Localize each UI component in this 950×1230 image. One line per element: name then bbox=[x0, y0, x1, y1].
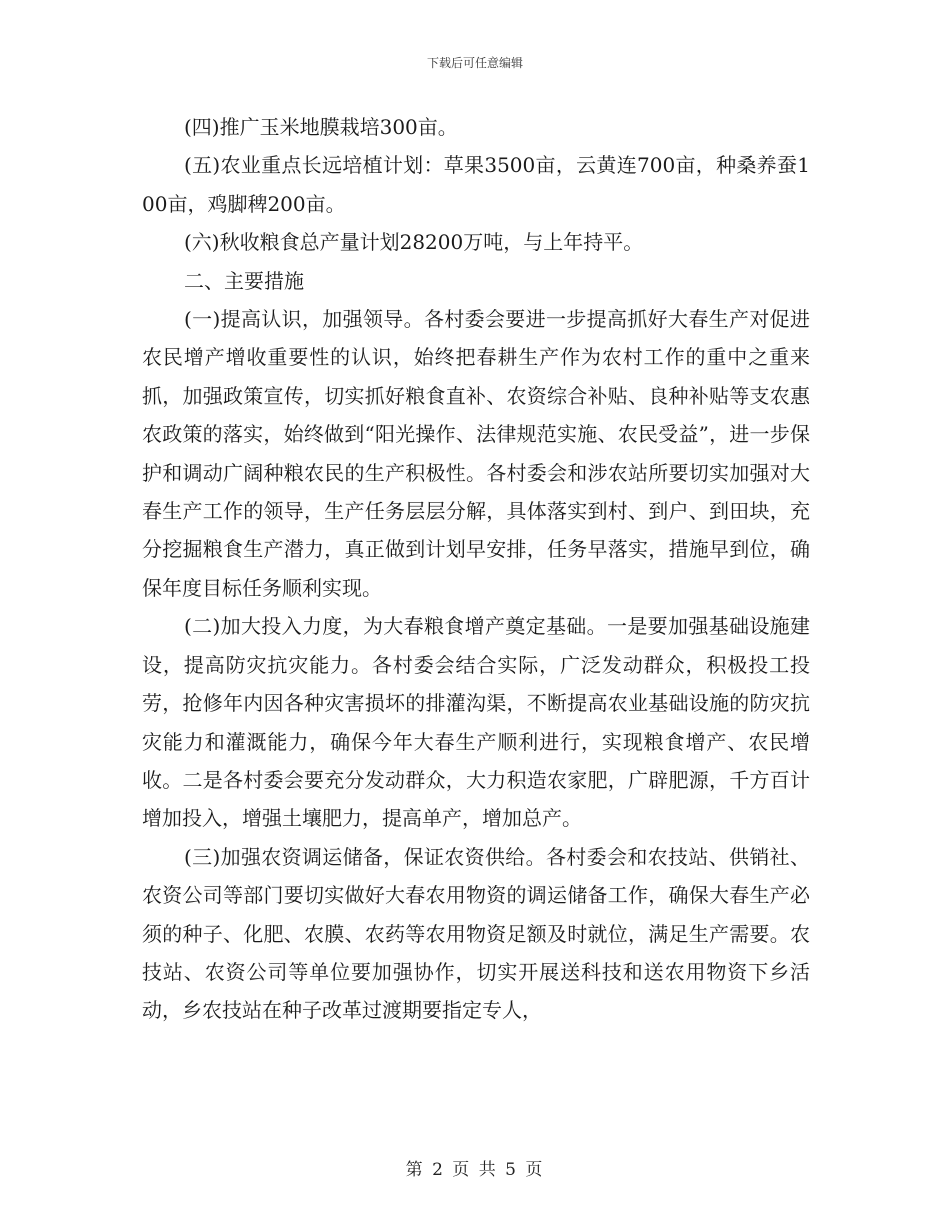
document-body bbox=[142, 108, 810, 1030]
paragraph-measure-1: (一)提高认识，加强领导。各村委会要进一步提高抓好大春生产对促进农民增产增收重要性的认识，始终把春耕生产作为农村工作的重中之重来抓，加强政策宣传，切实抓好粮食直补、农资综合补贴、良种补贴等支农惠农政策的落实，始终做到“阳光操作、法律规范实施、农民受益”，进一步保护和调动广阔种粮农民的生产积极性。各村委会和涉农站所要切实加强对大春生产工作的领导，生产任务层层分解，具体落实到村、到户、到田块，充分挖掘粮食生产潜力，真正做到计划早安排，任务早落实，措施早到位，确保年度目标任务顺利实现。 bbox=[142, 307, 810, 600]
page-number: 第 2 页 共 5 页 bbox=[405, 1160, 545, 1180]
paragraph-plan-4: (四)推广玉米地膜栽培300亩。 bbox=[184, 115, 458, 139]
page-header: 下载后可任意编辑 bbox=[426, 56, 523, 70]
paragraph-plan-6: (六)秋收粮食总产量计划28200万吨，与上年持平。 bbox=[184, 230, 644, 255]
section-heading-measures: 二、主要措施 bbox=[184, 268, 304, 293]
paragraph-measure-2: (二)加大投入力度，为大春粮食增产奠定基础。一是要加强基础设施建设，提高防灾抗灾能力。各村委会结合实际，广泛发动群众，积极投工投劳，抢修年内因各种灾害损坏的排灌沟渠，不断提高农业基础设施的防灾抗灾能力和灌溉能力，确保今年大春生产顺利进行，实现粮食增产、农民增收。二是各村委会要充分发动群众，大力积造农家肥，广辟肥源，千方百计增加投入，增强土壤肥力，提高单产，增加总产。 bbox=[142, 614, 810, 831]
paragraph-measure-3: (三)加强农资调运储备，保证农资供给。各村委会和农技站、供销社、农资公司等部门要切实做好大春农用物资的调运储备工作，确保大春生产必须的种子、化肥、农膜、农药等农用物资足额及时就位，满足生产需要。农技站、农资公司等单位要加强协作，切实开展送科技和送农用物资下乡活动，乡农技站在种子改革过渡期要指定专人， bbox=[142, 844, 810, 1023]
paragraph-plan-5: (五)农业重点长远培植计划：草果3500亩，云黄连700亩，种桑养蚕100亩，鸡脚稗200亩。 bbox=[142, 153, 810, 216]
